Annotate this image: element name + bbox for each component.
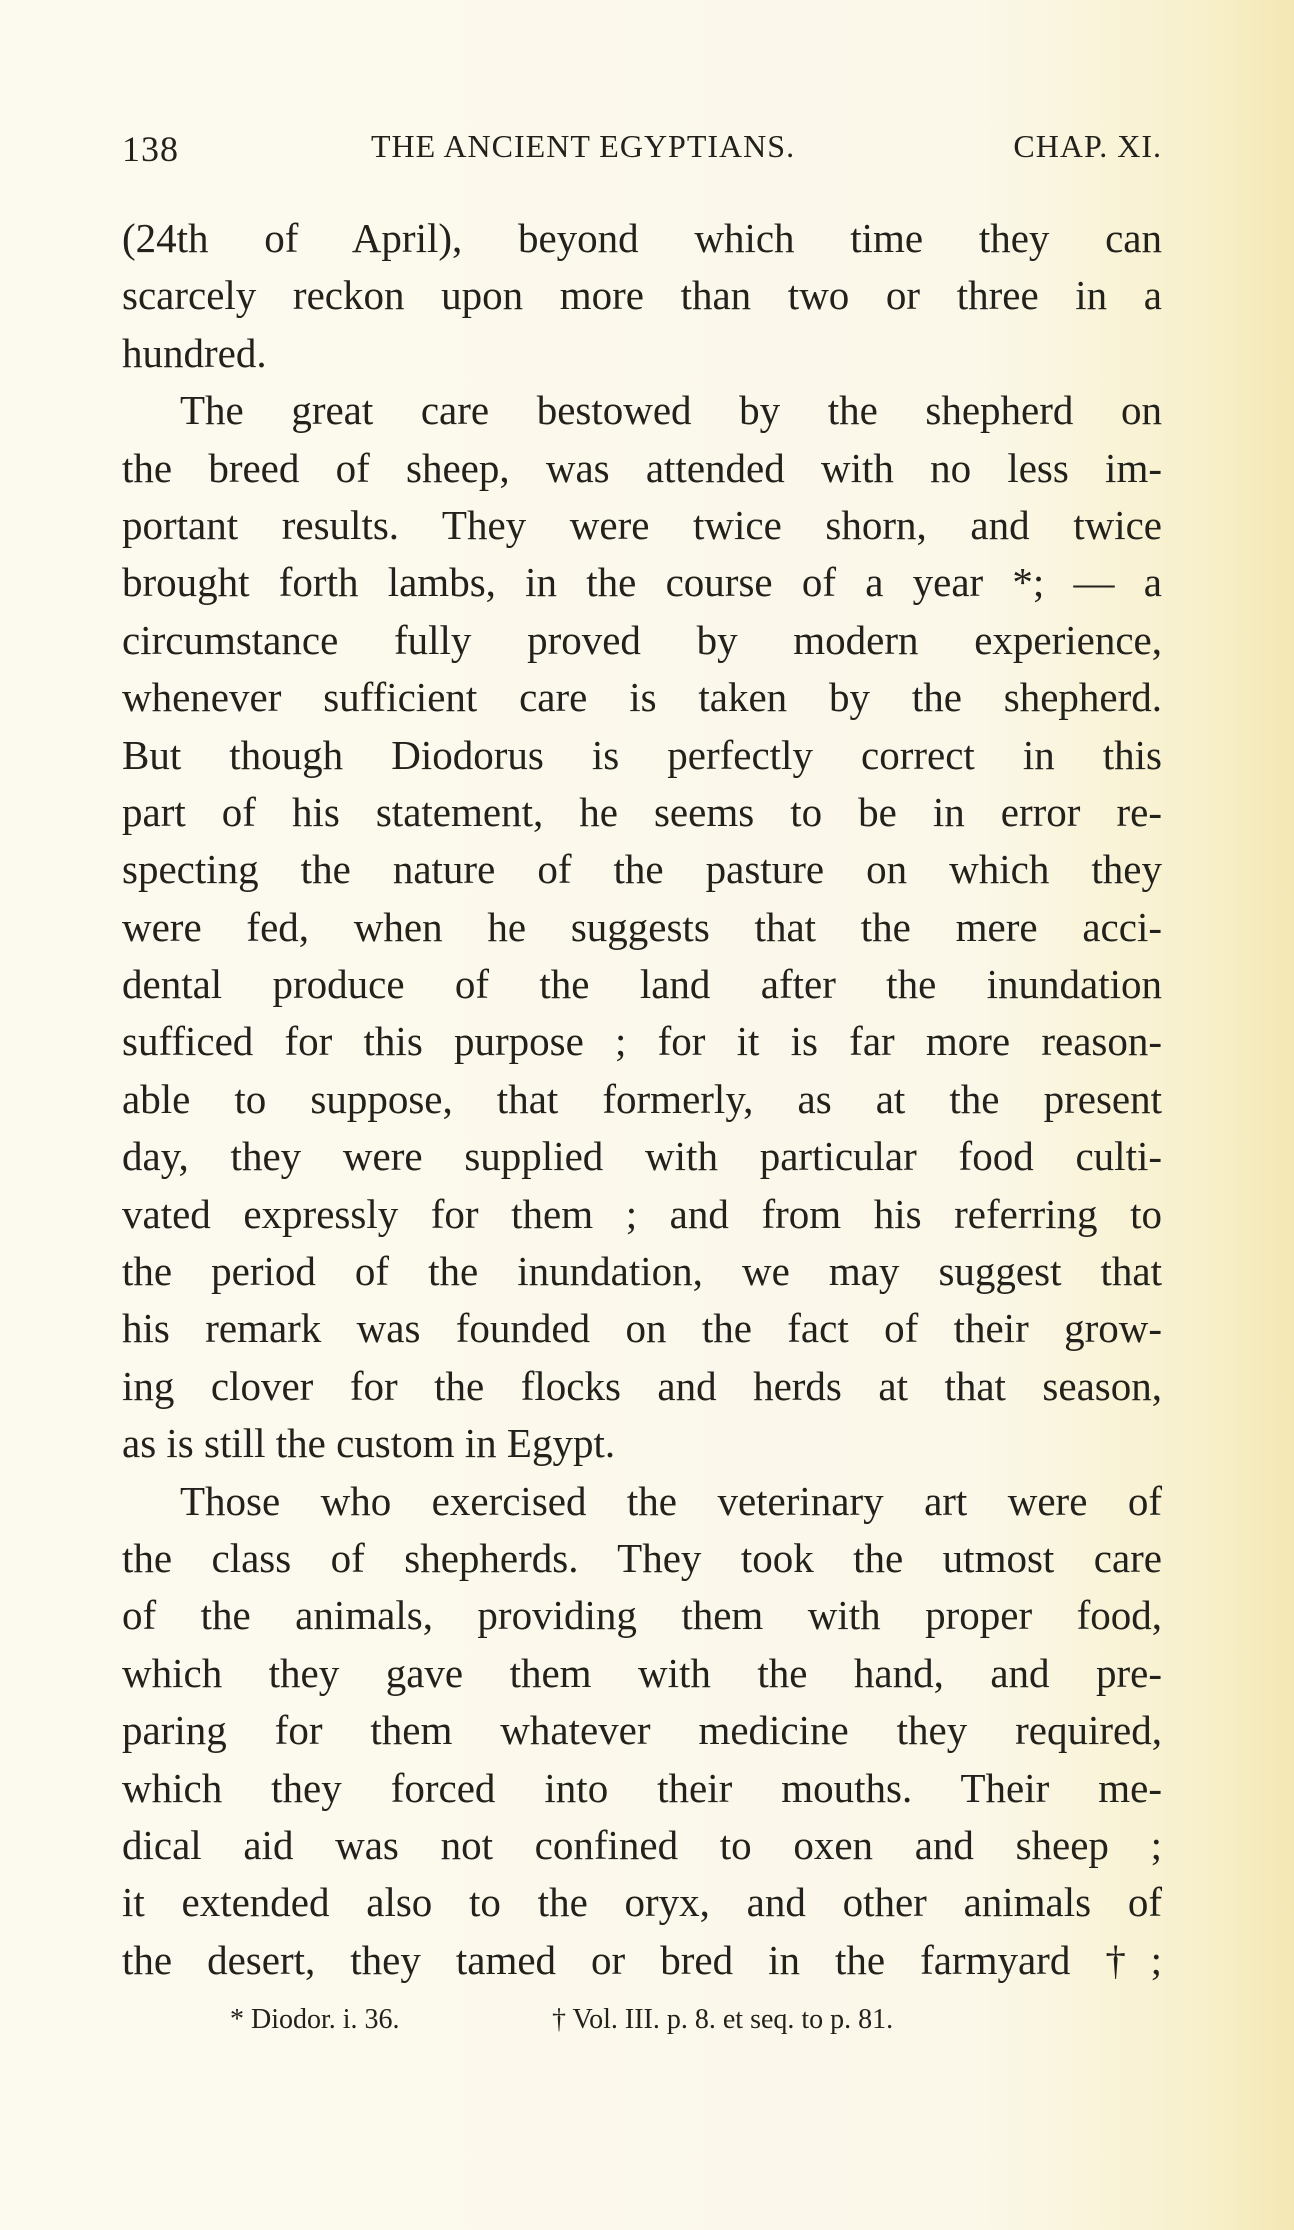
text-line: were fed, when he suggests that the mere acci-: [122, 903, 1162, 950]
text-line: of the animals, providing them with proper food,: [122, 1592, 1162, 1639]
text-line: The great care bestowed by the shepherd on: [180, 387, 1162, 434]
text-line: But though Diodorus is perfectly correct in this: [122, 731, 1162, 778]
text-line: day, they were supplied with particular food culti-: [122, 1133, 1162, 1180]
text-line: Those who exercised the veterinary art were of: [180, 1477, 1162, 1524]
text-line: hundred.: [122, 329, 267, 376]
text-line: dical aid was not confined to oxen and sheep ;: [122, 1821, 1162, 1868]
footnote-vol-iii: † Vol. III. p. 8. et seq. to p. 81.: [552, 2004, 894, 2035]
text-line: vated expressly for them ; and from his referring to: [122, 1190, 1162, 1237]
text-line: ing clover for the flocks and herds at that season,: [122, 1362, 1162, 1409]
text-line: whenever sufficient care is taken by the shepherd.: [122, 674, 1162, 721]
text-line: as is still the custom in Egypt.: [122, 1420, 616, 1467]
text-line: which they forced into their mouths. Their me-: [122, 1764, 1162, 1811]
text-line: which they gave them with the hand, and pre-: [122, 1649, 1162, 1696]
text-line: the class of shepherds. They took the utmost care: [122, 1534, 1162, 1581]
text-line: dental produce of the land after the inundation: [122, 961, 1162, 1008]
text-line: brought forth lambs, in the course of a year *; — a: [122, 559, 1162, 606]
text-line: his remark was founded on the fact of their grow-: [122, 1305, 1162, 1352]
text-line: the breed of sheep, was attended with no less im-: [122, 444, 1162, 491]
text-line: sufficed for this purpose ; for it is far more reason-: [122, 1018, 1162, 1065]
text-line: specting the nature of the pasture on which they: [122, 846, 1162, 893]
text-line: the period of the inundation, we may suggest that: [122, 1248, 1162, 1295]
text-line: scarcely reckon upon more than two or three in a: [122, 272, 1162, 319]
text-line: circumstance fully proved by modern experience,: [122, 616, 1162, 663]
text-line: portant results. They were twice shorn, and twice: [122, 501, 1162, 548]
text-line: (24th of April), beyond which time they can: [122, 215, 1162, 261]
footnote-diodorus: * Diodor. i. 36.: [230, 2004, 400, 2035]
text-line: the desert, they tamed or bred in the farmyard †;: [122, 1936, 1162, 1983]
chapter-label: CHAP. XI.: [1013, 128, 1162, 164]
running-title: THE ANCIENT EGYPTIANS.: [371, 128, 796, 164]
text-line: able to suppose, that formerly, as at the present: [122, 1075, 1162, 1122]
text-line: it extended also to the oryx, and other animals of: [122, 1879, 1162, 1926]
text-line: part of his statement, he seems to be in error re-: [122, 788, 1162, 835]
page-number: 138: [122, 129, 179, 169]
text-line: paring for them whatever medicine they required,: [122, 1707, 1162, 1754]
body-text: [122, 210, 1162, 1989]
